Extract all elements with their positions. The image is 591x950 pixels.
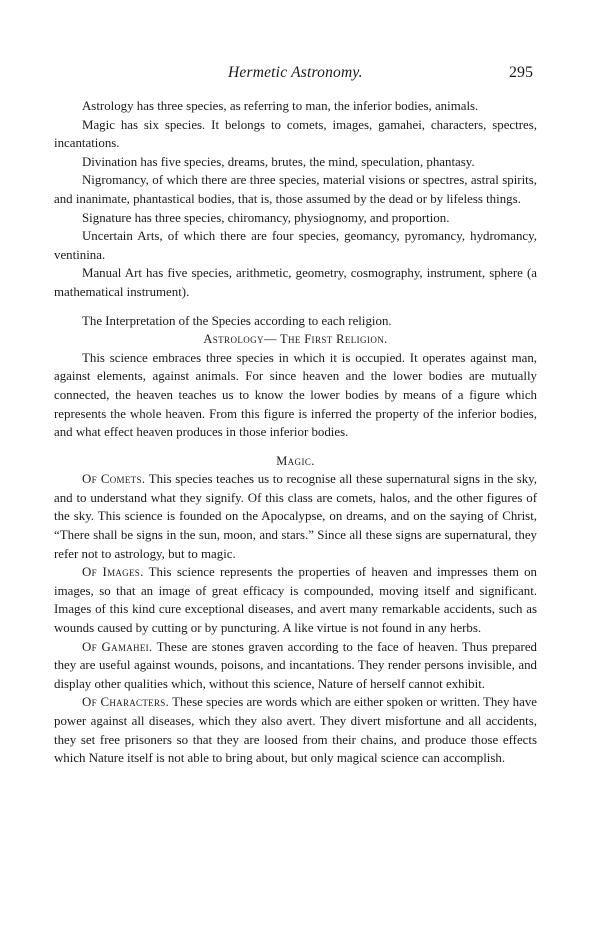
run-in-heading-gamahei: Of Gamahei.: [82, 639, 153, 654]
heading-astrology: Astrology— The First Religion.: [203, 332, 388, 347]
paragraph-manual-art-species: Manual Art has five species, arithmetic, geometry, cosmography, instrument, sphere (a mathematical instrument).: [54, 266, 537, 299]
paragraph-uncertain-arts-species: Uncertain Arts, of which there are four species, geomancy, pyromancy, hydromancy, ventinina.: [54, 229, 537, 262]
run-in-heading-images: Of Images.: [82, 565, 144, 580]
page-number: 295: [509, 64, 533, 81]
paragraph-of-gamahei: [54, 638, 537, 694]
paragraph-divination-species: Divination has five species, dreams, brutes, the mind, speculation, phantasy.: [82, 154, 475, 169]
paragraph-of-characters: [54, 693, 537, 767]
paragraph-astrology-species: Astrology has three species, as referring to man, the inferior bodies, animals.: [82, 99, 479, 113]
paragraph-signature-species: Signature has three species, chiromancy, physiognomy, and proportion.: [82, 210, 450, 225]
heading-magic: Magic.: [276, 453, 315, 468]
page-header: [0, 64, 591, 86]
paragraph-of-images: [54, 563, 537, 637]
paragraph-of-comets: [54, 470, 537, 563]
images-text: This science represents the properties of heaven and impresses them on images, so that an image of great efficacy is compounded, moving itself and significant. Images of this kind cure exceptional diseases, and avert many remarkable accidents, such as wounds caused by cutting or by puncturing. A like virtue is not found in any herbs.: [54, 565, 537, 636]
paragraph-interpretation: The Interpretation of the Species according to each religion.: [82, 313, 392, 328]
body-text: [54, 97, 537, 768]
paragraph-astrology: This science embraces three species in which it is occupied. It operates against man, against elements, against animals. For since heaven and the lower bodies are mutually connected, the heaven teaches us to know the lower bodies by means of a figure which represents the whole heaven. From this figure is inferred the property of the inferior bodies, and what effect heaven produces in those inferior bodies.: [54, 350, 537, 440]
comets-text: This species teaches us to recognise all these supernatural signs in the sky, and to understand what they signify. Of this class are comets, halos, and the other figures of the sky. This science is founded on the Apocalypse, on dreams, and on the saying of Christ, “There shall be signs in the sun, moon, and stars.” Since all these signs are supernatural, they refer not to astrology, but to magic.: [54, 472, 537, 561]
paragraph-magic-species: Magic has six species. It belongs to comets, images, gamahei, characters, spectres, incantations.: [54, 117, 537, 151]
run-in-heading-characters: Of Characters.: [82, 695, 170, 710]
paragraph-nigromancy-species: Nigromancy, of which there are three species, material visions or spectres, astral spirits, and inanimate, phantastical bodies, that is, those assumed by the dead or by lifeless things.: [54, 173, 537, 206]
running-title: Hermetic Astronomy.: [228, 64, 363, 81]
gamahei-text: These are stones graven according to the face of heaven. Thus prepared they are useful against wounds, poisons, and incantations. They render persons invisible, and display other qualities which, without this science, Nature of herself cannot exhibit.: [54, 639, 537, 691]
run-in-heading-comets: Of Comets.: [82, 472, 146, 487]
characters-text: These species are words which are either spoken or written. They have power against all diseases, which they also avert. They divert misfortune and all accidents, they set free prisoners so that they are loosed from their chains, and produce those effects which Nature itself is not able to bring about, but only magical science can accomplish.: [54, 695, 537, 766]
